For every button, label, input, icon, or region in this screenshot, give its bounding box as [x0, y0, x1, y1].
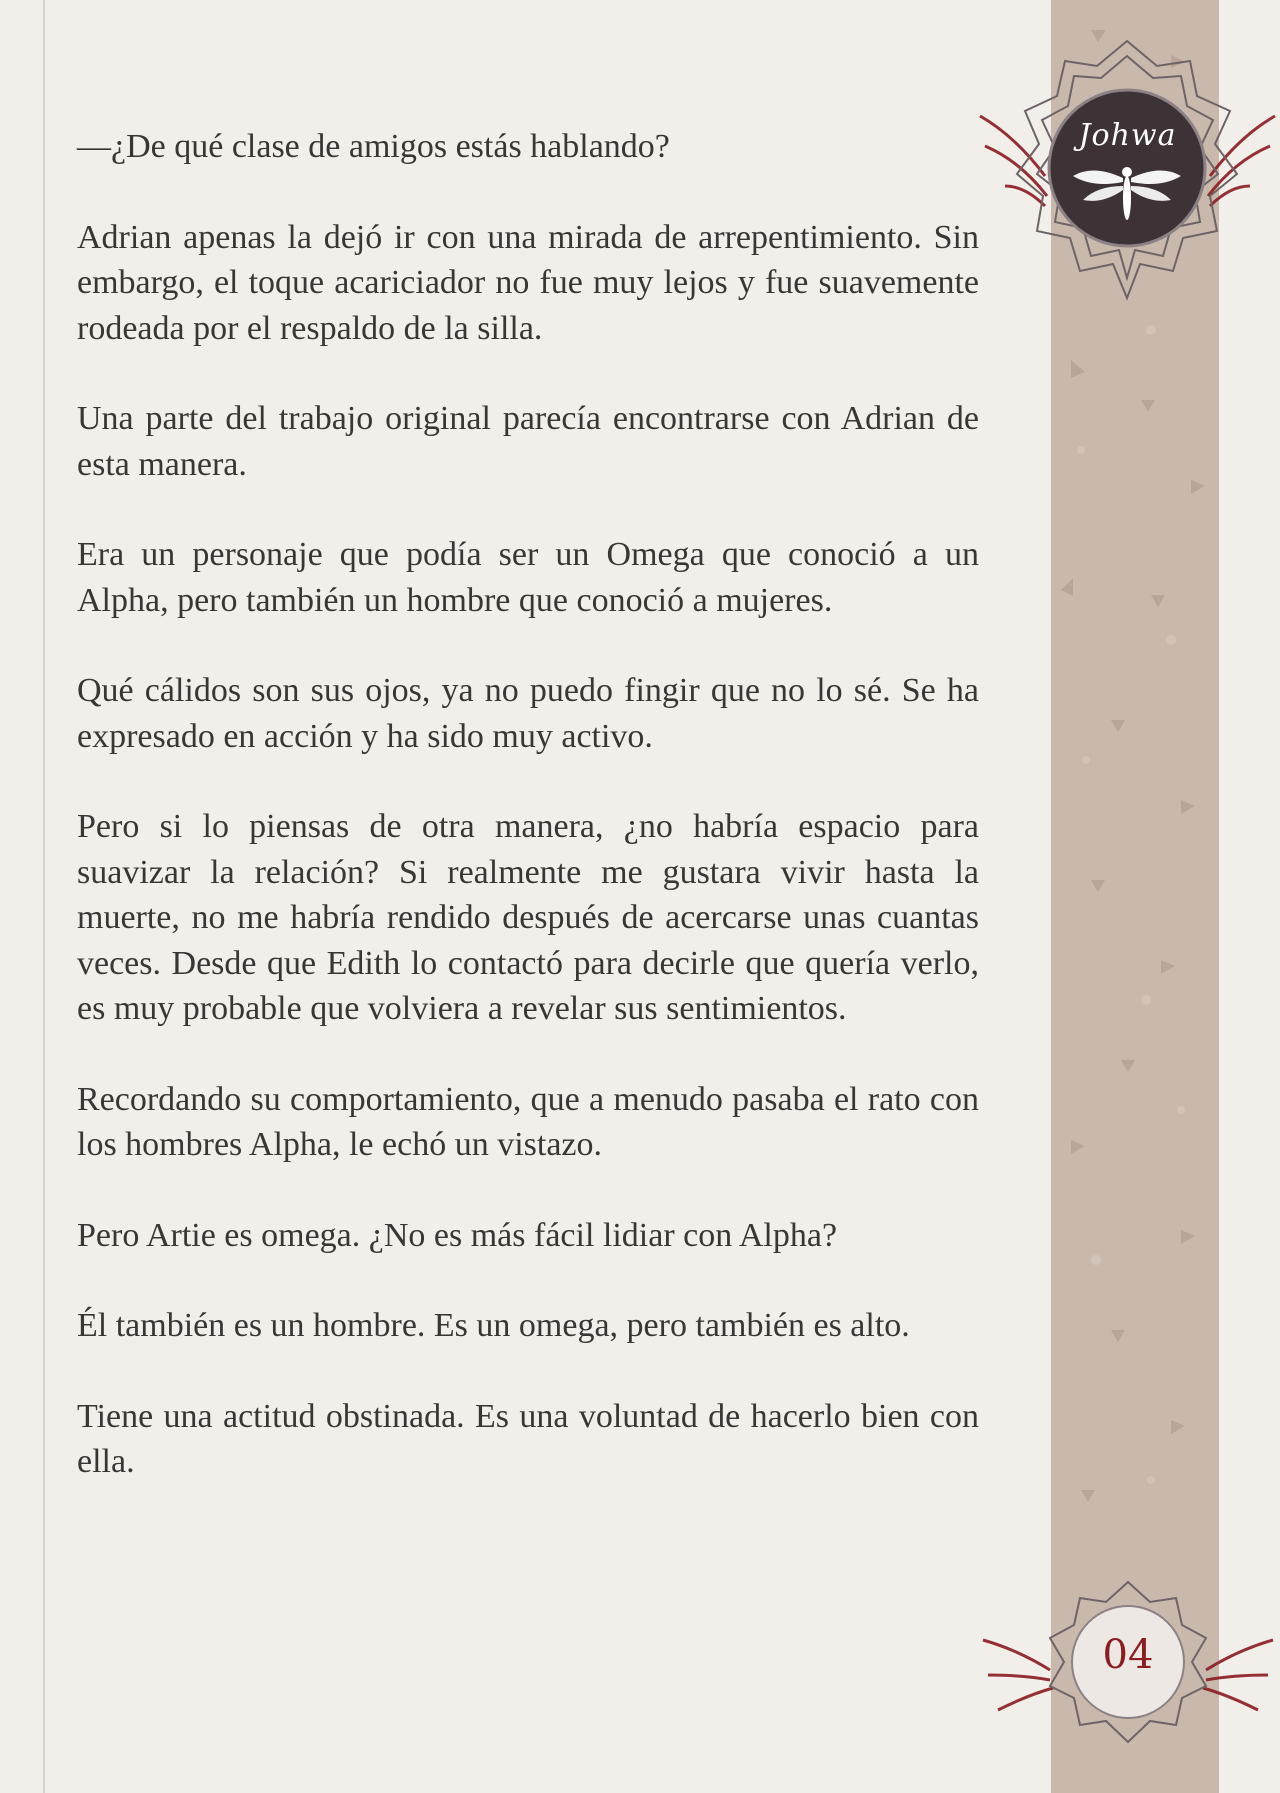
mandala-frame-icon [975, 36, 1280, 326]
paragraph: Qué cálidos son sus ojos, ya no puedo fingir que no lo sé. Se ha expresado en acción y ha sido muy activo. [77, 672, 979, 755]
brand-medallion [975, 36, 1280, 326]
paragraph: Tiene una actitud obstinada. Es una voluntad de hacerlo bien con ella. [77, 1397, 979, 1480]
page-number-medallion [978, 1580, 1278, 1750]
paragraph: Recordando su comportamiento, que a menudo pasaba el rato con los hombres Alpha, le echó un vistazo. [77, 1080, 979, 1163]
paragraph: Una parte del trabajo original parecía encontrarse con Adrian de esta manera. [77, 400, 979, 483]
page-spine-line [43, 0, 45, 1793]
paragraph: Adrian apenas la dejó ir con una mirada de arrepentimiento. Sin embargo, el toque acariciador no fue muy lejos y fue suavemente rodeada por el respaldo de la silla. [77, 218, 979, 347]
paragraph: Pero si lo piensas de otra manera, ¿no habría espacio para suavizar la relación? Si realmente me gustara vivir hasta la muerte, no me habría rendido después de acercarse unas cuantas veces. Desde que Edith lo contactó para decirle que quería verlo, es muy probable que volviera a revelar sus sentimientos. [77, 808, 979, 1027]
brand-name: Johwa [1078, 118, 1177, 153]
paragraph: Él también es un hombre. Es un omega, pero también es alto. [77, 1307, 910, 1344]
paragraph: —¿De qué clase de amigos estás hablando? [77, 128, 670, 165]
paragraph: Pero Artie es omega. ¿No es más fácil lidiar con Alpha? [77, 1216, 838, 1254]
paragraph: Era un personaje que podía ser un Omega que conoció a un Alpha, pero también un hombre que conoció a mujeres. [77, 536, 979, 619]
chapter-text [77, 124, 979, 1530]
page-number: 04 [1102, 1632, 1154, 1678]
